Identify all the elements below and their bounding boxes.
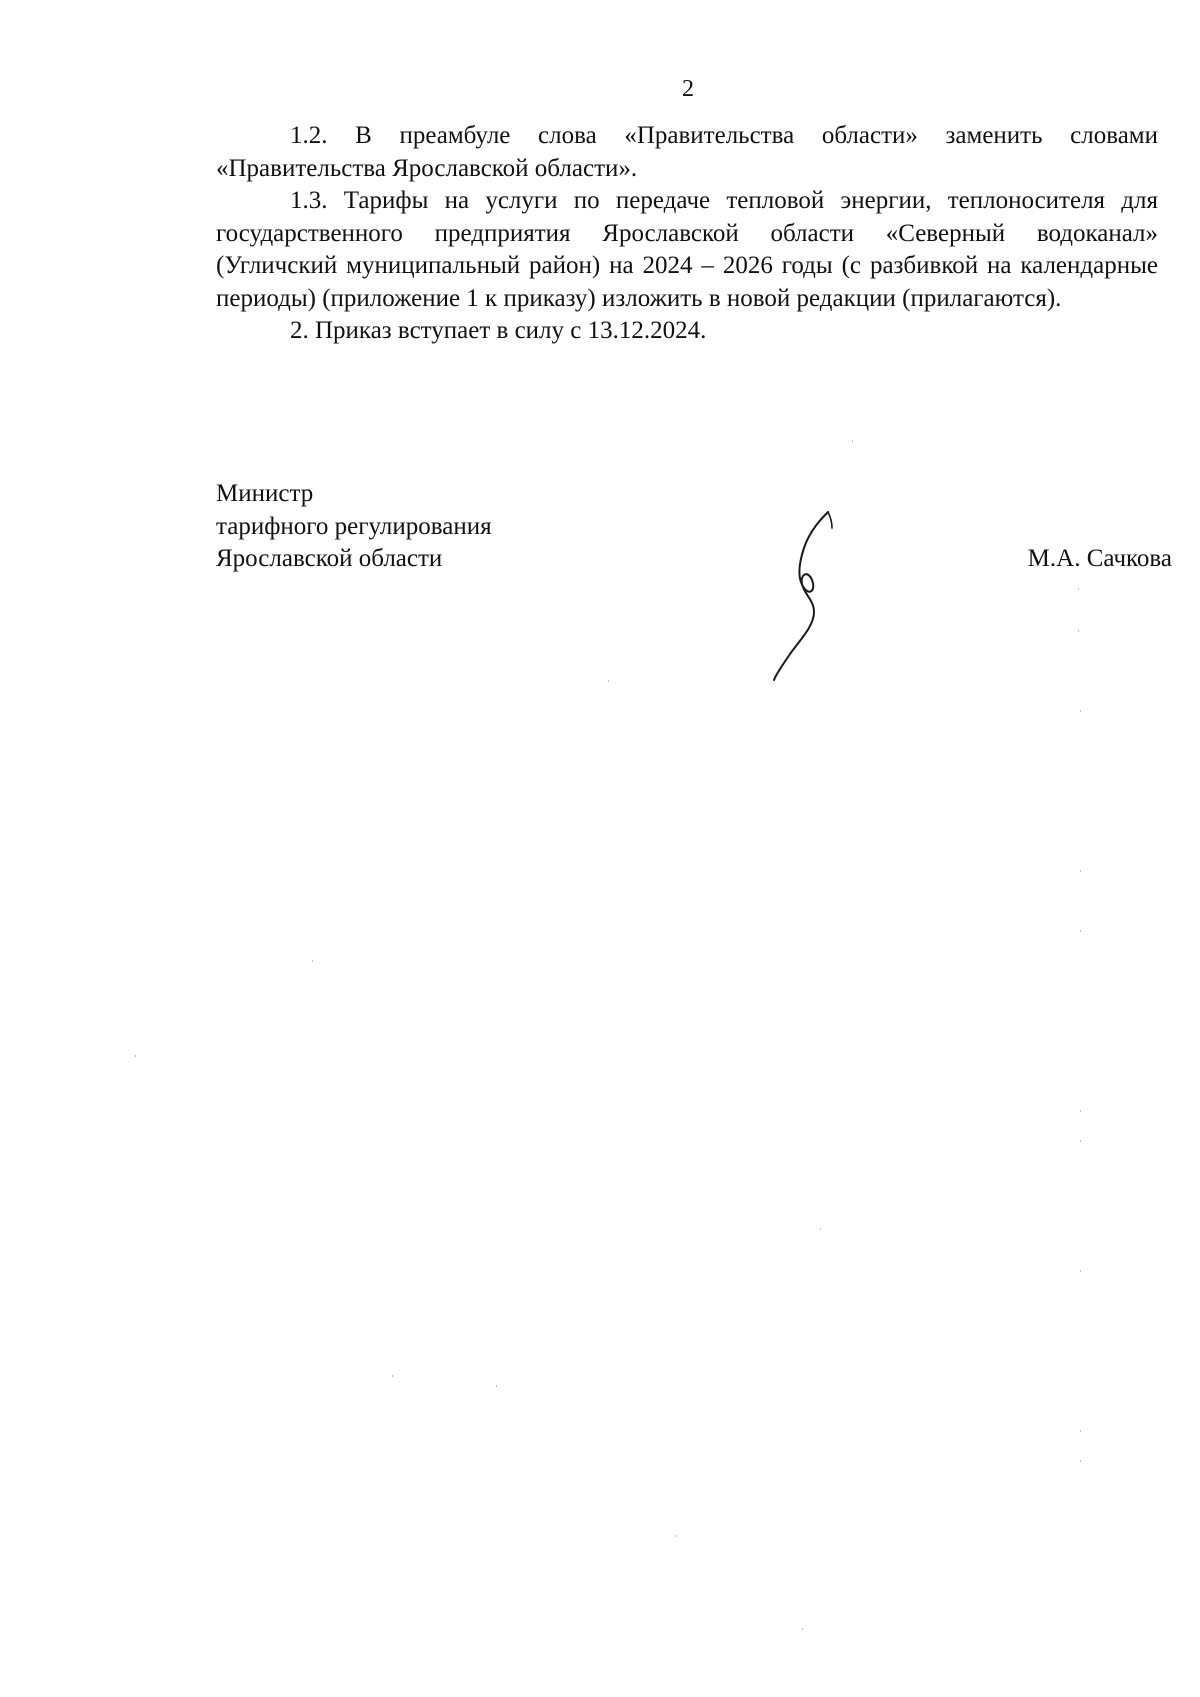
scan-speck [608, 680, 609, 682]
scan-speck [1080, 710, 1081, 712]
scan-speck [852, 440, 853, 442]
document-body [216, 120, 1158, 348]
page-number: 2 [682, 76, 694, 102]
position-line-3: Ярославской области [216, 545, 443, 572]
scan-speck [676, 1535, 677, 1537]
scan-speck [1078, 630, 1079, 632]
scan-speck [1080, 930, 1081, 932]
scan-speck [802, 1628, 803, 1630]
scan-speck [1080, 1140, 1081, 1142]
scan-speck [1080, 870, 1081, 872]
scan-speck [1080, 1430, 1081, 1432]
scan-speck [1080, 1460, 1081, 1462]
scan-speck [392, 1375, 393, 1377]
paragraph-2: 2. Приказ вступает в силу с 13.12.2024. [290, 317, 707, 344]
signatory-position [216, 478, 492, 576]
scan-speck [496, 1385, 497, 1387]
handwritten-signature-icon [770, 508, 850, 683]
signer-name: М.А. Сачкова [1027, 545, 1172, 572]
position-line-2: тарифного регулирования [216, 512, 492, 540]
scan-speck [135, 1055, 136, 1057]
position-line-1: Министр [216, 480, 314, 507]
paragraph-1-3: 1.3. Тарифы на услуги по передаче тепловой энергии, теплоносителя для государственного предприятия Ярославской области «Северный водоканал» (Угличский муниципальный район) на 2024 – 2026 годы (с разбивкой на календарные периоды) (приложение 1 к приказу) изложить в новой редакции (прилагаются). [216, 187, 1158, 312]
scan-speck [1078, 588, 1079, 590]
scan-speck [1080, 1110, 1081, 1112]
scan-speck [312, 960, 313, 962]
paragraph-1-2: 1.2. В преамбуле слова «Правительства области» заменить словами «Правительства Ярославской области». [216, 122, 1158, 182]
scan-speck [1080, 1270, 1081, 1272]
scan-speck [820, 1228, 821, 1230]
